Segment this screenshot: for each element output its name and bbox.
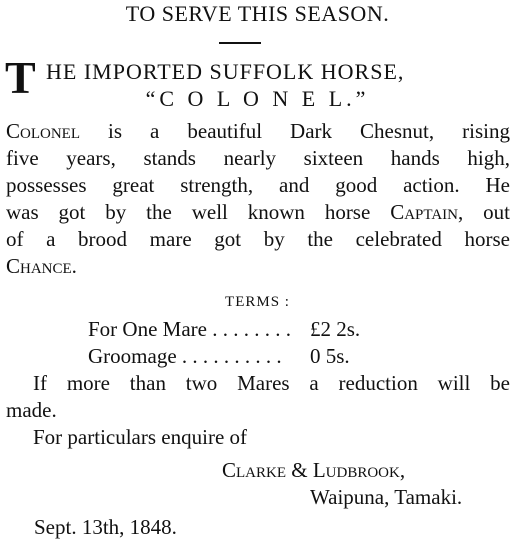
headline: TO SERVE THIS SEASON. bbox=[125, 1, 390, 26]
fee-amount: 0 5s. bbox=[310, 344, 350, 368]
description-line-5: of a brood mare got by the celebrated horse bbox=[6, 227, 510, 251]
title-line-1: HE IMPORTED SUFFOLK HORSE, bbox=[46, 59, 405, 84]
drop-cap: T bbox=[5, 52, 36, 103]
description-text: was got by the well known horse bbox=[6, 200, 391, 224]
description-text: is a beautiful Dark Chesnut, rising bbox=[80, 119, 510, 143]
description-line-4 bbox=[6, 200, 510, 224]
fee-item: For One Mare . . . . . . . . bbox=[88, 317, 291, 341]
terms-label: TERMS : bbox=[225, 294, 290, 310]
enquire-line: For particulars enquire of bbox=[33, 425, 248, 449]
date-line: Sept. 13th, 1848. bbox=[34, 515, 177, 539]
reduction-line-1: If more than two Mares a reduction will be bbox=[33, 371, 510, 395]
agent-firm: Clarke & Ludbrook, bbox=[222, 458, 406, 482]
horse-name: “C O L O N E L.” bbox=[145, 86, 370, 111]
description-text: , out bbox=[458, 200, 510, 224]
divider-rule bbox=[219, 42, 261, 44]
horse-name-inline: Colonel bbox=[6, 119, 80, 143]
dam-sire-name: Chance bbox=[6, 254, 72, 278]
fee-item: Groomage . . . . . . . . . . bbox=[88, 344, 282, 368]
description-line-1 bbox=[6, 119, 510, 143]
fee-row bbox=[88, 317, 400, 341]
sire-name: Captain bbox=[390, 200, 459, 224]
description-line-3: possesses great strength, and good action. He bbox=[6, 173, 510, 197]
reduction-line-2: made. bbox=[6, 398, 57, 422]
description-text: . bbox=[71, 254, 77, 278]
fee-row bbox=[88, 344, 400, 368]
fee-amount: £2 2s. bbox=[310, 317, 361, 341]
agent-location: Waipuna, Tamaki. bbox=[310, 485, 463, 509]
description-line-6 bbox=[6, 254, 510, 278]
description-line-2: five years, stands nearly sixteen hands high, bbox=[6, 146, 510, 170]
